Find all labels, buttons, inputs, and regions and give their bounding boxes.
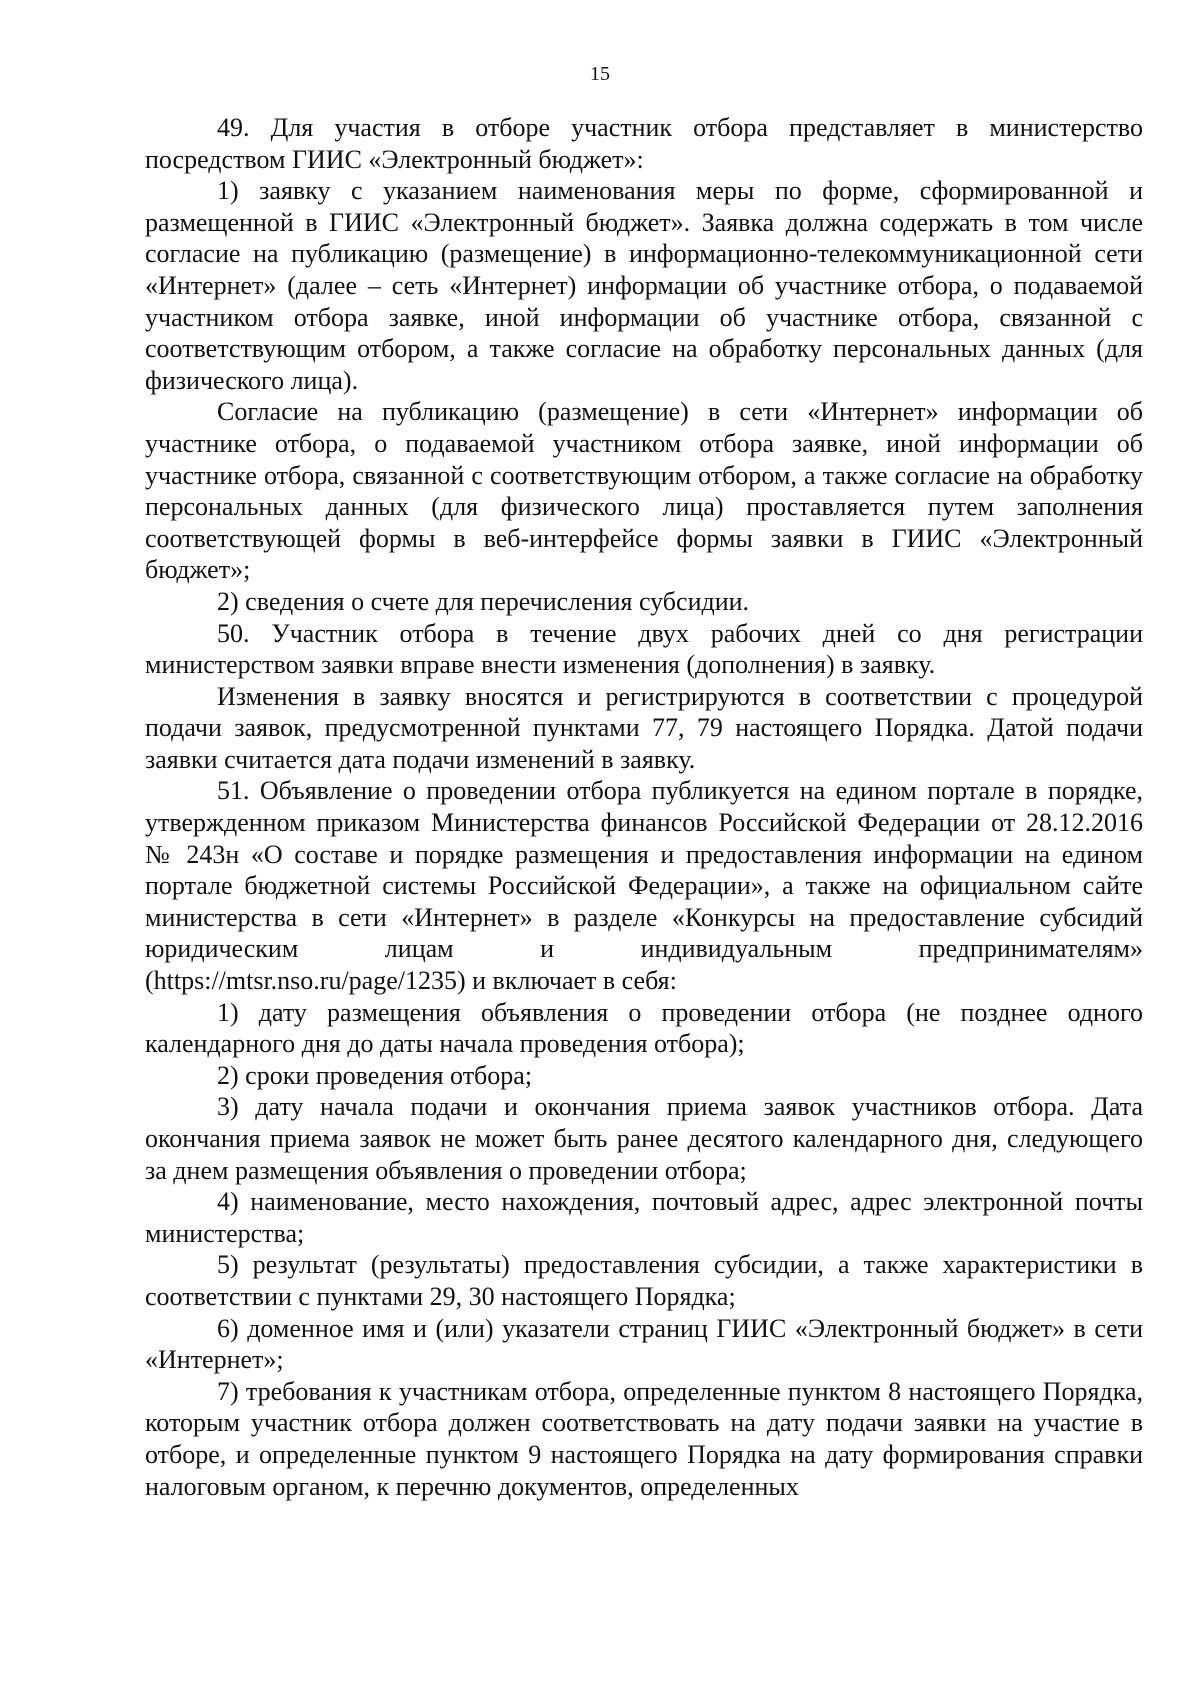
paragraph-49-consent: Согласие на публикацию (размещение) в сети «Интернет» информации об участнике отбора, о подаваемой участником отбора заявке, иной информации об участнике отбора, связанной с соответствующим отбором, а также согласие на обработку персональных данных (для физического лица) проставляется путем заполнения соответствующей формы в веб-интерфейсе формы заявки в ГИИС «Электронный бюджет»; — [145, 397, 1143, 585]
paragraph-51-item-5: 5) результат (результаты) предоставления субсидии, а также характеристики в соответствии с пунктами 29, 30 настоящего Порядка; — [145, 1250, 1143, 1311]
paragraph-51: 51. Объявление о проведении отбора публикуется на едином портале в порядке, утвержденном приказом Министерства финансов Российской Федерации от 28.12.2016 № 243н «О составе и порядке размещения и предоставления информации на едином портале бюджетной системы Российской Федерации», а также на официальном сайте министерства в сети «Интернет» в разделе «Конкурсы на предоставление субсидий юридическим лицам и индивидуальным предпринимателям» (https://mtsr.nso.ru/page/1235) и включает в себя: — [145, 776, 1143, 996]
paragraph-50: 50. Участник отбора в течение двух рабочих дней со дня регистрации министерством заявки вправе внести изменения (дополнения) в заявку. — [145, 618, 1143, 680]
paragraph-49-item-2: 2) сведения о счете для перечисления субсидии. — [217, 586, 750, 616]
document-body — [145, 112, 1143, 1502]
paragraph-49-intro: 49. Для участия в отборе участник отбора представляет в министерство посредством ГИИС «Электронный бюджет»: — [145, 113, 1143, 174]
paragraph-51-item-3: 3) дату начала подачи и окончания приема заявок участников отбора. Дата окончания приема заявок не может быть ранее десятого календарного дня, следующего за днем размещения объявления о проведении отбора; — [145, 1092, 1143, 1185]
paragraph-51-item-2: 2) сроки проведения отбора; — [217, 1060, 533, 1090]
paragraph-49-item-1: 1) заявку с указанием наименования меры по форме, сформированной и размещенной в ГИИС «Электронный бюджет». Заявка должна содержать в том числе согласие на публикацию (размещение) в информационно-телекоммуникационной сети «Интернет» (далее – сеть «Интернет) информации об участнике отбора, о подаваемой участником отбора заявке, иной информации об участнике отбора, связанной с соответствующим отбором, а также согласие на обработку персональных данных (для физического лица). — [145, 176, 1143, 395]
paragraph-50-changes: Изменения в заявку вносятся и регистрируются в соответствии с процедурой подачи заявок, предусмотренной пунктами 77, 79 настоящего Порядка. Датой подачи заявки считается дата подачи изменений в заявку. — [145, 681, 1143, 774]
paragraph-51-item-6: 6) доменное имя и (или) указатели страниц ГИИС «Электронный бюджет» в сети «Интернет»; — [145, 1313, 1143, 1375]
paragraph-51-item-1: 1) дату размещения объявления о проведении отбора (не позднее одного календарного дня до даты начала проведения отбора); — [145, 997, 1143, 1059]
page-number: 15 — [590, 63, 610, 85]
paragraph-51-item-7: 7) требования к участникам отбора, определенные пунктом 8 настоящего Порядка, которым участник отбора должен соответствовать на дату подачи заявки на участие в отборе, и определенные пунктом 9 настоящего Порядка на дату формирования справки налоговым органом, к перечню документов, определенных — [145, 1376, 1143, 1501]
paragraph-51-item-4: 4) наименование, место нахождения, почтовый адрес, адрес электронной почты министерства; — [145, 1187, 1143, 1248]
